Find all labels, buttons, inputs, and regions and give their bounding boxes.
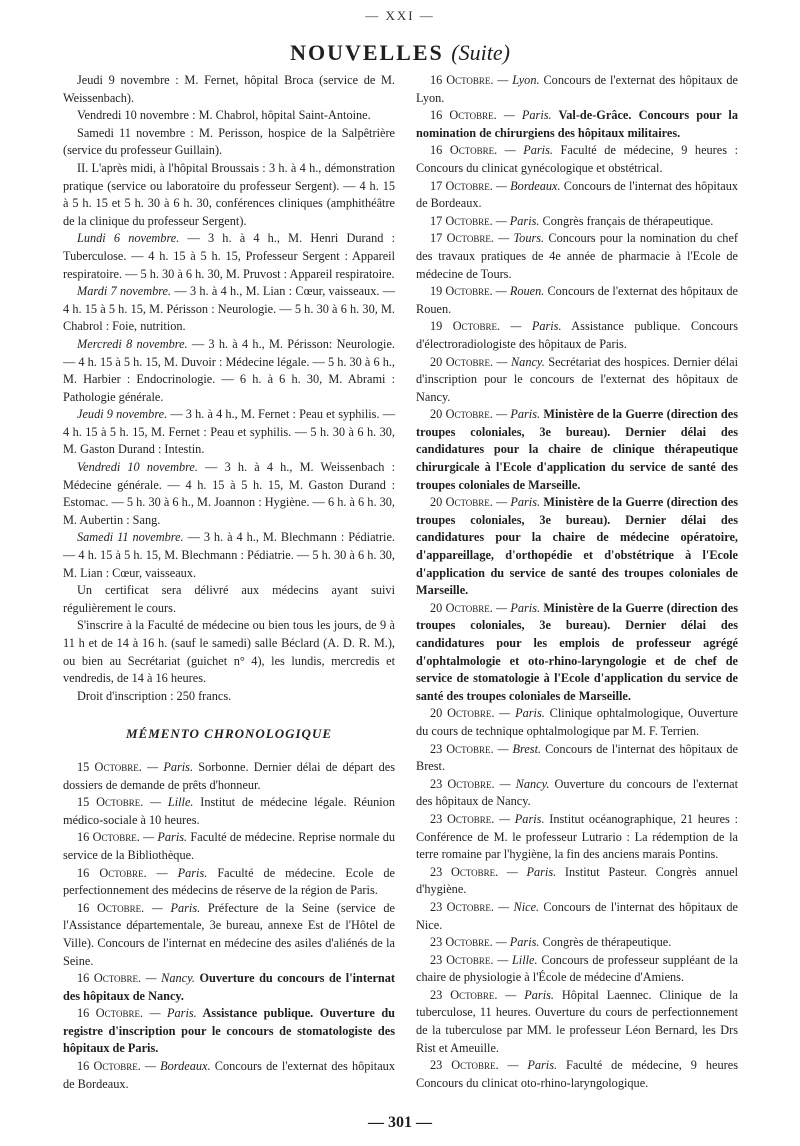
entry-date: 20 Octobre. [430, 354, 494, 369]
schedule-text: — 3 h. à 4 h., M. Weissenbach : Médecine générale. — 4 h. 15 à 5 h. 15, M. Gaston Durand : Estomac. — 5 h. 30 à 6 h., M. Joannon : Hygiène. — 6 h. à 6 h. 30, M. Aubertin : Sang. [63, 460, 395, 527]
entry-date: 16 Octobre. [77, 1006, 144, 1021]
entry-city: — Rouen. [492, 284, 545, 299]
entry-date: 23 Octobre. [430, 952, 494, 967]
entry-date: 17 Octobre. [430, 213, 493, 228]
memento-entry [416, 899, 738, 934]
entry-city: — Paris. [496, 108, 552, 123]
memento-entry [416, 107, 738, 142]
entry-city: — Nancy. [141, 971, 195, 986]
entry-city: — Paris. [139, 830, 188, 845]
paragraph: Droit d'inscription : 250 francs. [77, 688, 232, 703]
entry-city: — Nice. [493, 899, 540, 914]
entry-city: — Paris. [497, 143, 553, 158]
schedule-text: — 3 h. à 4 h., M. Henri Durand : Tuberculose. — 4 h. 15 à 5 h. 15, Professeur Sergent : Appareil respiratoire. — 5 h. 30 à 6 h. 30, M. Pruvost : Appareil respiratoire. [63, 231, 395, 281]
entry-text: Congrès français de thérapeutique. [539, 213, 714, 228]
paragraph: S'inscrire à la Faculté de médecine ou bien tous les jours, de 9 à 11 h et de 14 à 16 h. (sauf le samedi) salle Béclard (A. D. R. M.), ou bien au Secrétariat (guichet n° 4), les lundis, mercredis et vendredis, de 14 à 16 heures. [63, 618, 395, 686]
entry-date: 15 Octobre. [77, 795, 144, 810]
entry-date: 20 Octobre. [430, 706, 495, 721]
entry-date: 17 Octobre. [430, 178, 493, 193]
memento-entry [416, 934, 738, 952]
schedule-entry [63, 283, 395, 336]
memento-entry [416, 811, 738, 864]
entry-city: — Paris. [494, 811, 545, 826]
memento-entry [416, 178, 738, 213]
entry-date: 23 Octobre. [430, 1058, 499, 1073]
entry-text: Concours de l'externat des hôpitaux de Bordeaux. [63, 1059, 395, 1091]
entry-city: — Paris. [146, 865, 208, 880]
entry-city: — Paris. [492, 213, 540, 228]
memento-entry [416, 952, 738, 987]
paragraph: II. L'après midi, à l'hôpital Broussais : 3 h. à 4 h., démonstration pratique (service ou laboratoire du professeur Sergent). — 4 h. 15 à 5 h. 15 et 5 h. 30 à 6 h. 30, conférences cliniques (amphithéâtre de la clinique du professeur Sergent). [63, 160, 395, 228]
memento-entry [63, 829, 395, 864]
entry-text: Sorbonne. Dernier délai de départ des dossiers de demande de prêts d'honneur. [63, 759, 395, 792]
entry-city: — Lyon. [493, 73, 540, 87]
memento-entry [416, 142, 738, 177]
entry-city: — Nancy. [494, 776, 550, 791]
entry-date: 23 Octobre. [430, 811, 495, 826]
right-column [416, 72, 738, 1092]
entry-city: — Lille. [143, 795, 194, 810]
page-number: — 301 — [368, 1114, 432, 1131]
schedule-text: — 3 h. à 4 h., M. Périsson: Neurologie. — 4 h. 15 à 5 h. 15, M. Duvoir : Médecine légale. — 5 h. 30 à 6 h., M. Harbier : Endocrinologie. — 6 h. à 6 h. 30, M. Abrami : Pathologie générale. [63, 336, 395, 404]
memento-entry [416, 494, 738, 600]
schedule-text: — 3 h. à 4 h., M. Fernet : Peau et syphilis. — 4 h. 15 à 5 h. 15, M. Fernet : Peau et syphilis. — 5 h. 30 à 6 h. 30, M. Gaston Durand : Intestin. [63, 407, 395, 457]
entry-city: — Paris. [144, 900, 201, 915]
paragraph: Samedi 11 novembre : M. Perisson, hospice de la Salpêtrière (service du professeur Guillain). [63, 125, 395, 158]
entry-city: — Tours. [493, 231, 545, 246]
memento-entry [63, 970, 395, 1005]
schedule-text: — 3 h. à 4 h., M. Lian : Cœur, vaisseaux. — 4 h. 15 à 5 h. 15, M. Périsson : Neurologie. — 5 h. 30 à 6 h. 30, M. Chabrol : Foie, nutrition. [63, 284, 395, 334]
schedule-day: Samedi 11 novembre. [77, 530, 184, 545]
memento-entry [416, 864, 738, 899]
paragraph: Jeudi 9 novembre : M. Fernet, hôpital Broca (service de M. Weissenbach). [63, 73, 395, 105]
memento-entry [416, 776, 738, 811]
entry-city: — Paris. [500, 319, 562, 334]
entry-date: 23 Octobre. [430, 935, 493, 950]
title-suite: (Suite) [451, 40, 510, 65]
entry-city: — Paris. [492, 407, 541, 422]
memento-entry [63, 1005, 395, 1058]
entry-date: 23 Octobre. [430, 899, 494, 914]
entry-date: 16 Octobre. [77, 865, 147, 880]
memento-entry [416, 741, 738, 776]
entry-city: — Paris. [494, 706, 545, 721]
entry-city: — Nancy. [493, 354, 545, 369]
page-roman-number: — XXI — [365, 8, 435, 23]
entry-date: 16 Octobre. [430, 143, 498, 158]
title-main: NOUVELLES [290, 40, 444, 65]
entry-text: Congrès de thérapeutique. [539, 935, 672, 950]
entry-city: — Paris. [492, 935, 540, 950]
paragraph: Vendredi 10 novembre : M. Chabrol, hôpital Saint-Antoine. [77, 108, 371, 123]
entry-text: Institut de médecine légale. Réunion médico-sociale à 10 heures. [63, 795, 396, 827]
entry-date: 20 Octobre. [430, 407, 493, 422]
entry-date: 16 Octobre. [430, 73, 494, 87]
entry-text: Faculté de médecine, 9 heures : Concours du clinicat gynécologique et obstétrical. [416, 143, 739, 175]
memento-entry [416, 406, 738, 494]
entry-date: 15 Octobre. [77, 759, 142, 774]
page-title [0, 40, 800, 66]
entry-text: Faculté de médecine, 9 heures Concours du clinicat oto-rhino-laryngologique. [416, 1058, 738, 1090]
entry-text: Concours de l'externat des hôpitaux de Rouen. [416, 284, 738, 316]
entry-city: — Bordeaux. [140, 1059, 211, 1074]
entry-date: 23 Octobre. [430, 741, 494, 756]
entry-date: 23 Octobre. [430, 776, 495, 791]
entry-text: Val-de-Grâce. Concours pour la nomination de chirurgiens des hôpitaux militaires. [416, 108, 738, 140]
schedule-entry [63, 459, 395, 529]
entry-text: Secrétariat des hospices. Dernier délai d'inscription pour le concours de l'externat des hôpitaux de Nancy. [416, 354, 738, 404]
entry-text: Concours de l'externat des hôpitaux de Lyon. [416, 73, 738, 105]
entry-date: 16 Octobre. [77, 971, 142, 986]
entry-text: Préfecture de la Seine (service de l'Assistance départementale, 3e bureau, annexe Est de l'Hôtel de Ville). Concours de l'internat en médecine des asiles d'aliénés de la Seine. [63, 900, 395, 968]
memento-entry [63, 794, 395, 829]
entry-city: — Brest. [493, 741, 542, 756]
entry-text: Ministère de la Guerre (direction des troupes coloniales, 3e bureau). Dernier délai des candidatures pour la chaire de clinique thérapeutique chirurgicale à l'Ecole d'application du service de santé des troupes coloniales de Marseille. [416, 407, 738, 492]
entry-date: 20 Octobre. [430, 600, 493, 615]
entry-text: Ministère de la Guerre (direction des troupes coloniales, 3e bureau). Dernier délai des candidatures pour les emplois de professeur agrégé d'ophtalmologie et oto-rhino-laryngologie et de chef de service de stomatologie à l'Ecole d'application du service de santé des troupes coloniales de Marseille. [416, 600, 738, 703]
memento-entry [63, 865, 395, 900]
entry-text: Institut Pasteur. Congrès annuel d'hygiène. [416, 864, 738, 897]
entry-text: Ministère de la Guerre (direction des troupes coloniales, 3e bureau). Dernier délai des candidatures pour la chaire de médecine opératoire, d'appareillage, d'orthopédie et d'obstétrique à l'Ecole d'application du service de santé des troupes coloniales de Marseille. [416, 495, 738, 598]
schedule-text: — 3 h. à 4 h., M. Blechmann : Pédiatrie. — 4 h. 15 à 5 h. 15, M. Blechmann : Pédiatrie. — 5 h. 30 à 6 h. 30, M. Lian : Cœur, vaisseaux. [63, 530, 395, 580]
entry-text: Assistance publique. Concours d'électroradiologiste des hôpitaux de Paris. [416, 319, 738, 351]
memento-entry [63, 759, 395, 794]
entry-text: Faculté de médecine. Reprise normale du service de la Bibliothèque. [63, 830, 395, 862]
entry-city: — Paris. [492, 495, 541, 510]
memento-entry [416, 600, 738, 706]
schedule-day: Mercredi 8 novembre. [77, 336, 188, 351]
paragraph: Un certificat sera délivré aux médecins ayant suivi régulièrement le cours. [63, 583, 395, 615]
entry-date: 16 Octobre. [77, 1059, 141, 1074]
entry-city: — Paris. [497, 987, 554, 1002]
schedule-entry [63, 406, 395, 459]
entry-date: 23 Octobre. [430, 987, 498, 1002]
entry-text: Faculté de médecine. Ecole de perfectionnement des médecins de réserve de la région de Paris. [63, 865, 395, 898]
entry-text: Hôpital Laennec. Clinique de la tuberculose, 11 heures. Ouverture du cours de perfectionnement de la tuberculose par MM. le professeur Léon Bernard, les Drs Rist et Ameuille. [416, 987, 738, 1055]
entry-date: 16 Octobre. [77, 830, 140, 845]
schedule-entry [63, 336, 395, 406]
schedule-day: Vendredi 10 novembre. [77, 460, 198, 475]
memento-entry [416, 705, 738, 740]
entry-text: Concours pour la nomination du chef des travaux pratiques de 4e année de pharmacie à l'Ecole de médecine de Tours. [416, 231, 739, 281]
entry-text: Concours de l'internat des hôpitaux de Nice. [416, 899, 738, 932]
memento-heading: MÉMENTO CHRONOLOGIQUE [125, 726, 333, 742]
entry-city: — Paris. [498, 1058, 558, 1073]
entry-date: 19 Octobre. [430, 319, 501, 334]
memento-entry [416, 318, 738, 353]
entry-city: — Paris. [492, 600, 541, 615]
entry-city: — Paris. [141, 759, 194, 774]
entry-text: Ouverture du concours de l'internat des hôpitaux de Nancy. [63, 971, 395, 1003]
entry-date: 19 Octobre. [430, 284, 493, 299]
entry-date: 20 Octobre. [430, 495, 493, 510]
left-column [63, 72, 395, 1093]
memento-entry [416, 283, 738, 318]
memento-entry [416, 987, 738, 1057]
entry-text: Concours de professeur suppléant de la chaire de physiologie à l'École de médecine d'Amiens. [416, 952, 738, 985]
entry-text: Ouverture du concours de l'externat des hôpitaux de Nancy. [416, 776, 738, 809]
entry-city: — Bordeaux. [492, 178, 561, 193]
entry-date: 23 Octobre. [430, 864, 499, 879]
memento-entry [63, 900, 395, 970]
memento-entry [416, 1057, 738, 1092]
entry-date: 17 Octobre. [430, 231, 494, 246]
memento-entry [416, 354, 738, 407]
schedule-day: Jeudi 9 novembre. [77, 407, 168, 422]
entry-text: Assistance publique. Ouverture du registre d'inscription pour le concours de stomatologiste des hôpitaux de Paris. [63, 1006, 395, 1056]
schedule-entry [63, 230, 395, 283]
entry-date: 16 Octobre. [77, 900, 145, 915]
memento-entry [416, 213, 738, 231]
entry-date: 16 Octobre. [430, 108, 497, 123]
memento-entry [63, 1058, 395, 1093]
memento-entry [416, 72, 738, 107]
entry-text: Concours de l'internat des hôpitaux de Bordeaux. [416, 178, 738, 211]
entry-city: — Paris. [143, 1006, 197, 1021]
memento-entry [416, 230, 738, 283]
entry-text: Institut océanographique, 21 heures : Conférence de M. le professeur Lutrario : La rédemption de la terre romaine par l'hygiène, la fin des anciens marais Pontins. [416, 811, 739, 862]
schedule-day: Mardi 7 novembre. [77, 284, 172, 299]
entry-city: — Paris. [498, 864, 557, 879]
schedule-day: Lundi 6 novembre. [77, 231, 180, 246]
entry-city: — Lille. [493, 952, 538, 967]
entry-text: Concours de l'internat des hôpitaux de Brest. [416, 741, 738, 774]
entry-text: Clinique ophtalmologique, Ouverture du cours de technique ophtalmologique par M. F. Terrien. [416, 706, 738, 738]
schedule-entry [63, 529, 395, 582]
